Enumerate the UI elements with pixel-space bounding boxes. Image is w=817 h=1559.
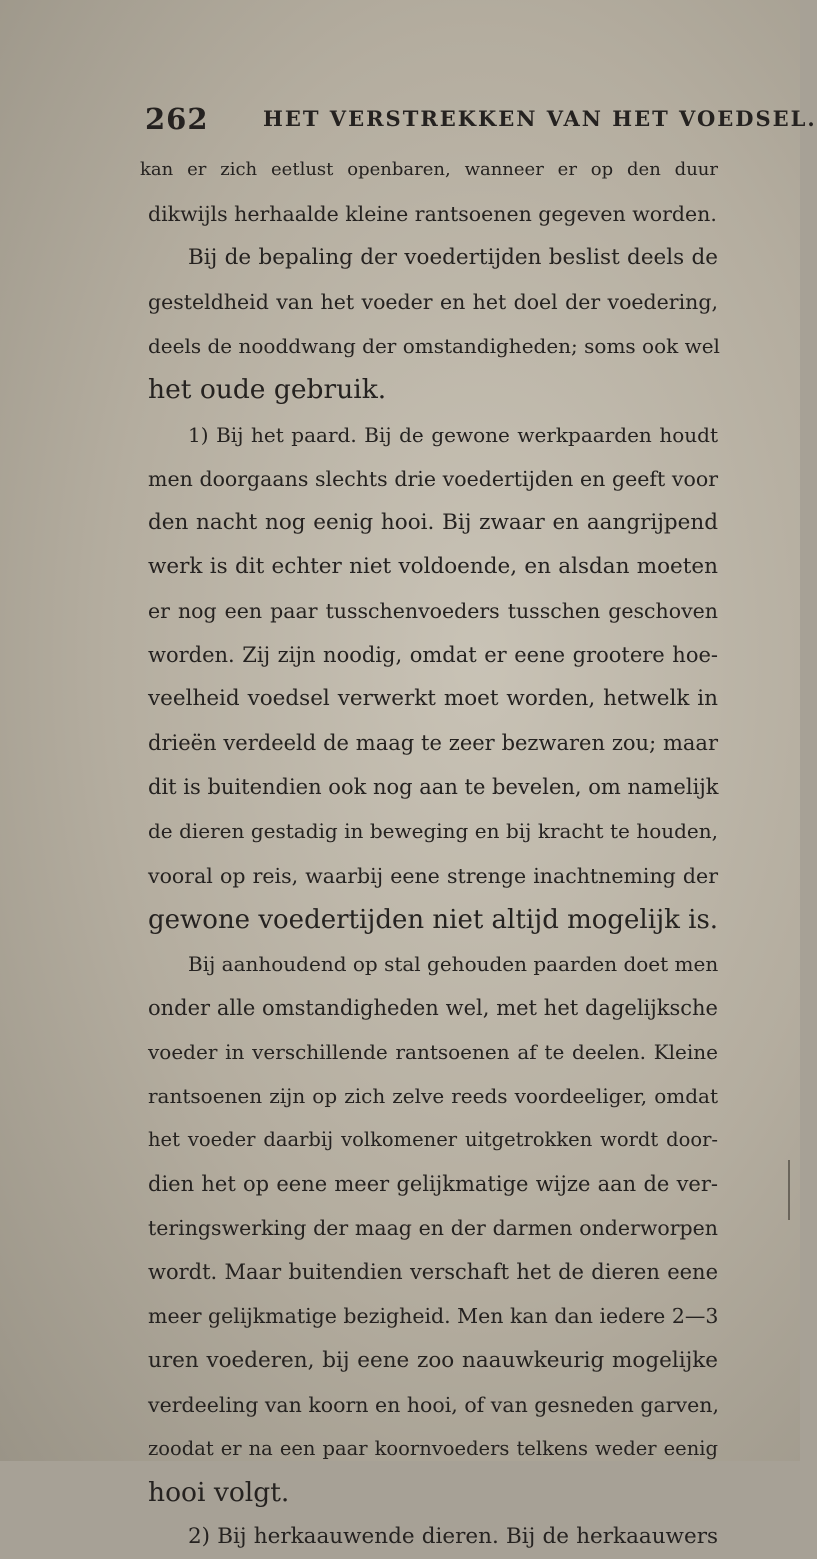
text-line: wordt. Maar buitendien verschaft het de dieren eene: [148, 1260, 718, 1285]
text-line: de dieren gestadig in beweging en bij kracht te houden,: [148, 819, 718, 844]
text-line: men doorgaans slechts drie voedertijden en geeft voor: [148, 466, 718, 491]
text-line: meer gelijkmatige bezigheid. Men kan dan iedere 2—3: [148, 1304, 719, 1329]
text-line: het oude gebruik.: [148, 374, 387, 406]
page-header: [145, 102, 817, 142]
text-line: Bij de bepaling der voedertijden beslist deels de: [188, 245, 718, 271]
body-text: [140, 148, 720, 1559]
text-line: gesteldheid van het voeder en het doel der voedering,: [148, 290, 718, 315]
section-heading-line: 1) Bij het paard. Bij de gewone werkpaarden houdt: [188, 422, 718, 447]
text-line: dien het op eene meer gelijkmatige wijze aan de ver-: [148, 1172, 718, 1197]
text-line: zoodat er na een paar koornvoeders telkens weder eenig: [148, 1436, 718, 1460]
text-line: den nacht nog eenig hooi. Bij zwaar en aangrijpend: [148, 509, 718, 535]
text-line: onder alle omstandigheden wel, met het dagelijksche: [148, 995, 718, 1020]
text-line: hooi volgt.: [148, 1476, 290, 1508]
page-number: 262: [145, 102, 209, 136]
text-line: gewone voedertijden niet altijd mogelijk is.: [148, 904, 719, 935]
text-line: uren voederen, bij eene zoo naauwkeurig mogelijke: [148, 1347, 718, 1373]
text-line: worden. Zij zijn noodig, omdat er eene grootere hoe-: [148, 643, 718, 668]
section-heading-line: 2) Bij herkaauwende dieren. Bij de herkaauwers: [188, 1523, 718, 1549]
text-line: dikwijls herhaalde kleine rantsoenen gegeven worden.: [148, 202, 717, 227]
text-line: drieën verdeeld de maag te zeer bezwaren zou; maar: [148, 731, 718, 756]
text-line: het voeder daarbij volkomener uitgetrokken wordt door-: [148, 1128, 718, 1152]
text-line: Bij aanhoudend op stal gehouden paarden doet men: [188, 951, 719, 976]
text-line: kan er zich eetlust openbaren, wanneer er op den duur: [140, 159, 718, 180]
text-line: rantsoenen zijn op zich zelve reeds voordeeliger, omdat: [148, 1083, 718, 1108]
text-line: voeder in verschillende rantsoenen af te deelen. Kleine: [148, 1039, 718, 1064]
text-line: werk is dit echter niet voldoende, en alsdan moeten: [148, 553, 718, 579]
text-line: teringswerking der maag en der darmen onderworpen: [148, 1216, 718, 1241]
paper-scratch-mark: [788, 1160, 790, 1220]
text-line: vooral op reis, waarbij eene strenge inachtneming der: [148, 863, 718, 888]
text-line: dit is buitendien ook nog aan te bevelen, om namelijk: [148, 775, 719, 800]
running-head: HET VERSTREKKEN VAN HET VOEDSEL.: [263, 106, 817, 131]
text-line: er nog een paar tusschenvoeders tusschen geschoven: [148, 598, 718, 623]
text-line: veelheid voedsel verwerkt moet worden, hetwelk in: [148, 686, 718, 712]
text-line: deels de nooddwang der omstandigheden; soms ook wel: [148, 334, 720, 359]
text-line: verdeeling van koorn en hooi, of van gesneden garven,: [148, 1392, 719, 1417]
